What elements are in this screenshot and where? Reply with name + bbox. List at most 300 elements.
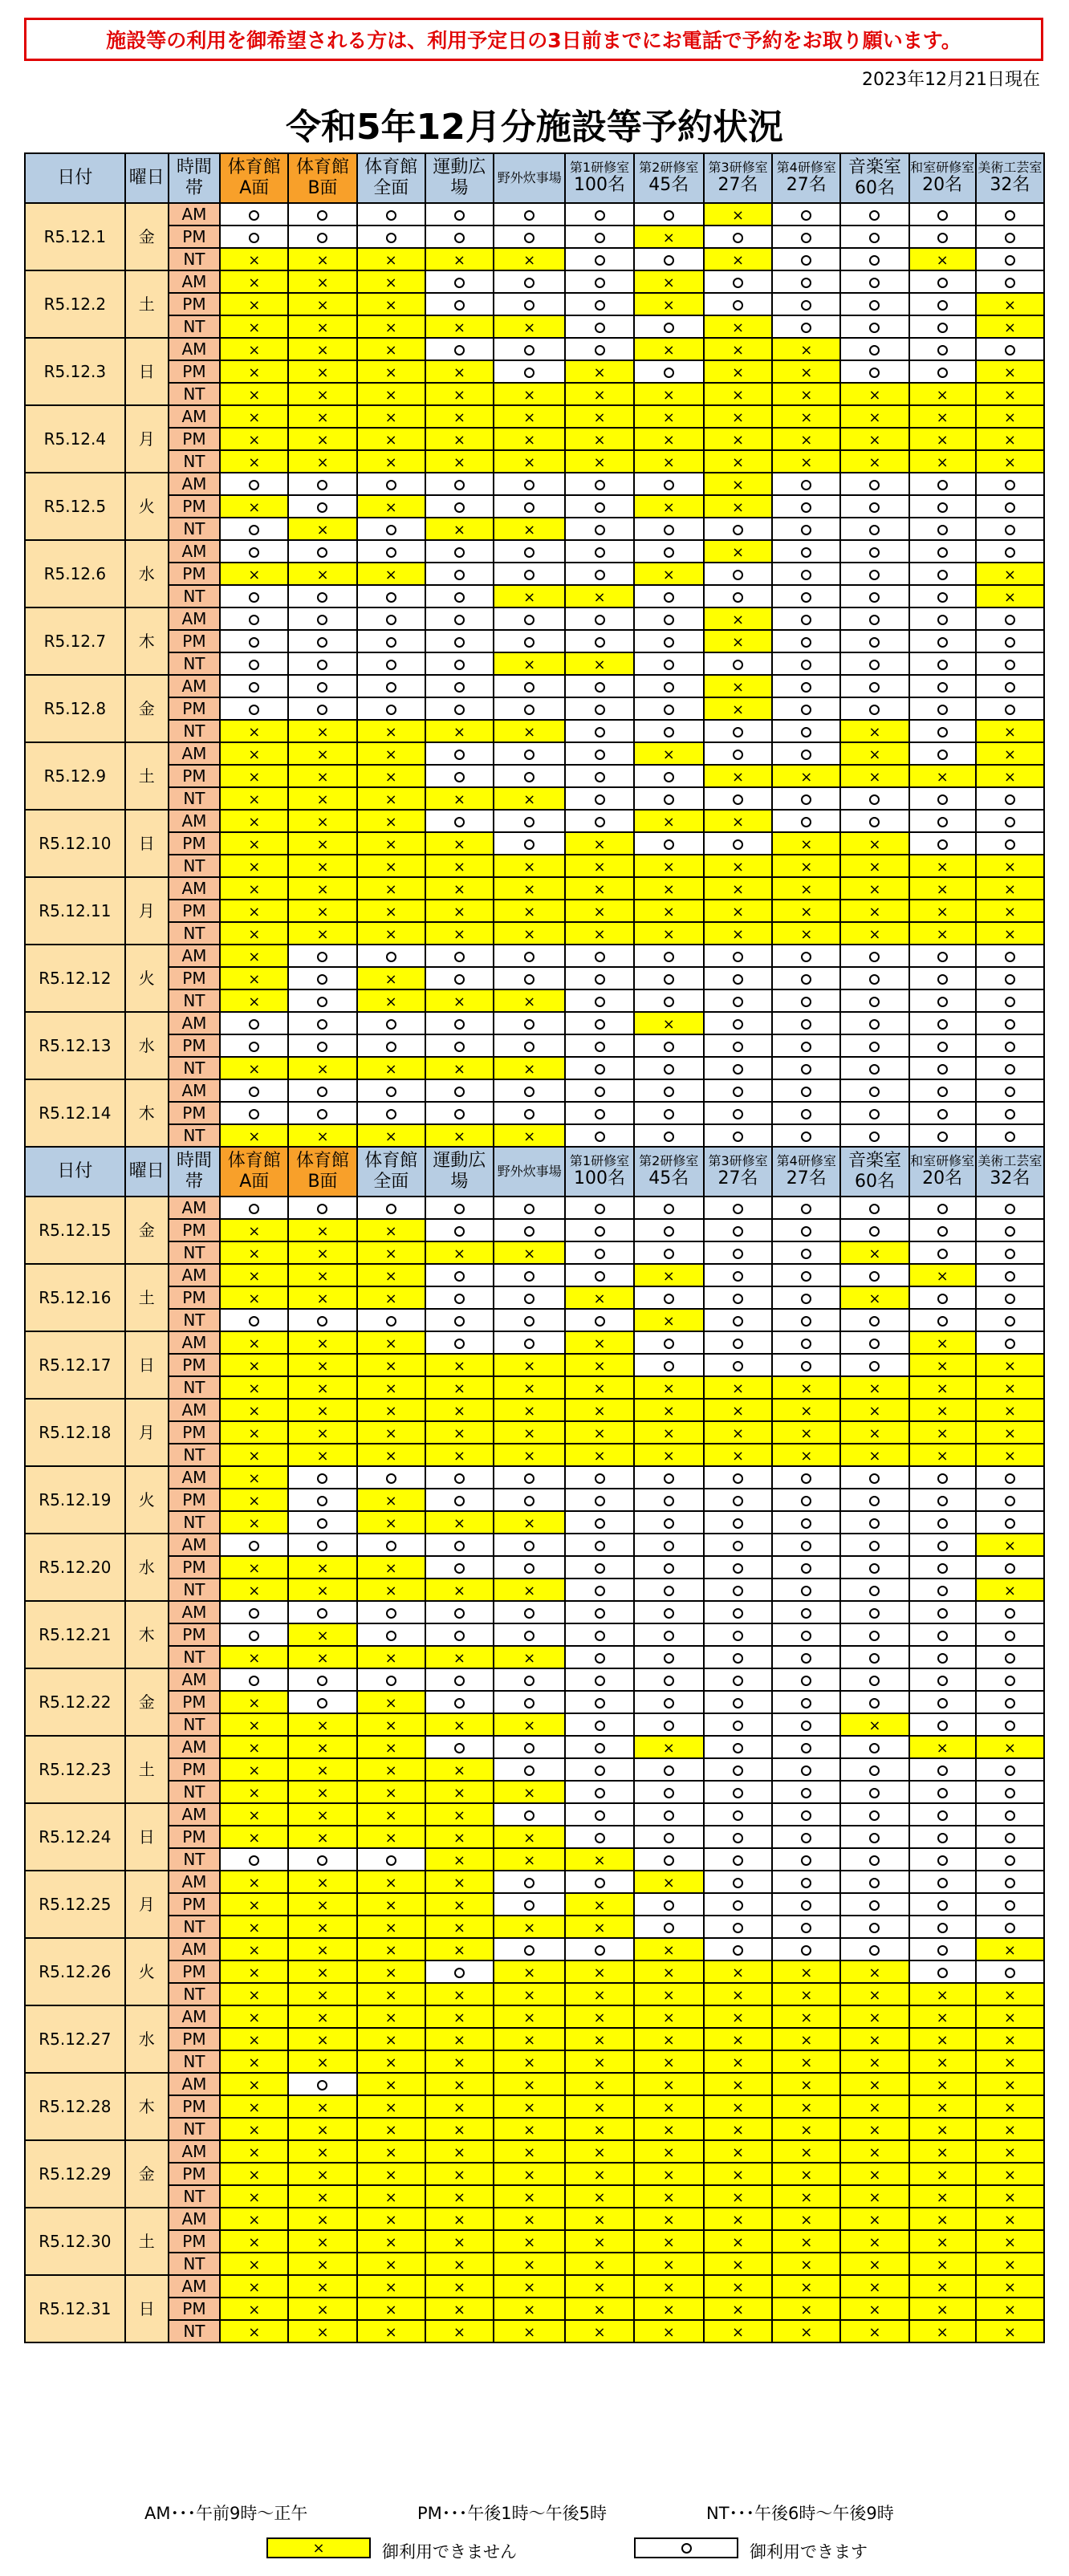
x-mark-icon: × [316, 1896, 329, 1914]
facility-capacity: 27名 [717, 175, 758, 196]
circle-mark-icon [801, 1586, 811, 1596]
circle-mark-icon [869, 1361, 880, 1371]
unavailable-cell [220, 1713, 288, 1736]
x-mark-icon: × [453, 1402, 465, 1420]
circle-mark-icon [524, 974, 534, 985]
time-slot-cell: PM [169, 2028, 220, 2050]
available-cell [704, 832, 772, 855]
circle-mark-icon [1005, 1042, 1015, 1052]
available-cell [494, 1938, 565, 1960]
available-cell [840, 1309, 908, 1331]
x-mark-icon: × [248, 1761, 261, 1779]
unavailable-cell [357, 877, 425, 900]
facility-header [565, 1147, 633, 1197]
x-mark-icon: × [662, 2031, 675, 2049]
facility-header [840, 1147, 908, 1197]
facility-header [704, 153, 772, 203]
unavailable-cell [220, 720, 288, 742]
unavailable-cell [288, 1354, 356, 1376]
circle-mark-icon [454, 637, 465, 648]
circle-mark-icon [317, 480, 327, 490]
available-cell [494, 1623, 565, 1646]
unavailable-cell [220, 1983, 288, 2005]
slot-row [25, 1079, 1044, 1102]
available-cell [425, 967, 494, 989]
x-mark-icon: × [800, 341, 813, 359]
unavailable-cell [634, 1012, 704, 1034]
unavailable-cell [357, 1983, 425, 2005]
x-mark-icon: × [384, 2099, 397, 2116]
time-slot-cell: AM [169, 1012, 220, 1034]
slot-row [25, 1623, 1044, 1646]
x-mark-icon: × [868, 1379, 881, 1397]
unavailable-cell [976, 2095, 1044, 2118]
x-mark-icon: × [453, 251, 465, 269]
x-mark-icon: × [868, 1986, 881, 2004]
x-mark-icon: × [731, 880, 745, 898]
available-cell [976, 1848, 1044, 1871]
circle-mark-icon [1005, 1271, 1015, 1282]
unavailable-cell [220, 1736, 288, 1758]
time-slot-cell: NT [169, 855, 220, 877]
unavailable-cell [288, 2230, 356, 2253]
date-cell: R5.12.31 [25, 2275, 125, 2342]
available-cell [840, 1736, 908, 1758]
circle-mark-icon [733, 1361, 743, 1371]
unavailable-cell [840, 1376, 908, 1399]
available-cell [634, 203, 704, 226]
x-mark-icon: × [248, 1829, 261, 1847]
available-cell [840, 675, 908, 697]
circle-mark-icon [801, 1294, 811, 1304]
unavailable-cell [425, 1399, 494, 1421]
unavailable-cell [220, 270, 288, 293]
x-mark-icon: × [1003, 2054, 1016, 2071]
unavailable-cell [772, 450, 840, 473]
unavailable-cell [357, 2118, 425, 2140]
available-cell [840, 1034, 908, 1057]
available-cell [494, 1466, 565, 1489]
date-cell: R5.12.20 [25, 1534, 125, 1601]
x-mark-icon: × [662, 386, 675, 404]
available-cell [909, 1286, 976, 1309]
unavailable-cell [357, 1781, 425, 1803]
x-mark-icon: × [1003, 1739, 1016, 1757]
available-cell [976, 1781, 1044, 1803]
circle-mark-icon [595, 1518, 605, 1529]
x-mark-icon: × [248, 1559, 261, 1577]
unavailable-cell [976, 450, 1044, 473]
slot-row [25, 1399, 1044, 1421]
x-mark-icon: × [248, 2188, 261, 2206]
unavailable-cell [425, 1646, 494, 1668]
circle-mark-icon [524, 480, 534, 490]
circle-mark-icon [595, 997, 605, 1007]
x-mark-icon: × [384, 1941, 397, 1959]
slot-row [25, 563, 1044, 585]
circle-mark-icon [317, 1204, 327, 1214]
unavailable-cell [634, 742, 704, 765]
facility-name: 第2研修室 [639, 1153, 699, 1169]
unavailable-cell [357, 1219, 425, 1241]
unavailable-cell [909, 2005, 976, 2028]
slot-row [25, 2140, 1044, 2163]
x-mark-icon: × [868, 2233, 881, 2251]
unavailable-cell [288, 2005, 356, 2028]
available-cell [634, 518, 704, 540]
x-mark-icon: × [453, 2166, 465, 2184]
circle-mark-icon [524, 1608, 534, 1619]
available-cell [565, 1938, 633, 1960]
available-cell [565, 967, 633, 989]
x-mark-icon: × [593, 1986, 606, 2004]
x-mark-icon: × [868, 2211, 881, 2229]
x-mark-icon: × [453, 2099, 465, 2116]
facility-capacity: 全面 [373, 178, 409, 198]
unavailable-cell [357, 1376, 425, 1399]
circle-mark-icon [937, 615, 948, 625]
x-mark-icon: × [1003, 903, 1016, 920]
circle-mark-icon [664, 1900, 674, 1911]
x-mark-icon: × [800, 1447, 813, 1465]
unavailable-cell [425, 1916, 494, 1938]
unavailable-cell [772, 2253, 840, 2275]
x-mark-icon: × [316, 1829, 329, 1847]
available-cell [704, 1034, 772, 1057]
circle-mark-icon [317, 952, 327, 962]
circle-mark-icon [869, 794, 880, 805]
circle-mark-icon [524, 1945, 534, 1956]
x-mark-icon: × [384, 1245, 397, 1262]
circle-mark-icon [664, 705, 674, 715]
available-cell [425, 563, 494, 585]
x-mark-icon: × [453, 2278, 465, 2296]
unavailable-cell [357, 2140, 425, 2163]
x-mark-icon: × [662, 408, 675, 426]
circle-mark-icon [524, 1294, 534, 1304]
time-slot-cell: PM [169, 226, 220, 248]
circle-mark-icon [801, 1676, 811, 1686]
x-mark-icon: × [593, 2323, 606, 2341]
x-mark-icon: × [384, 1582, 397, 1599]
circle-mark-icon [386, 210, 396, 221]
unavailable-cell [425, 2230, 494, 2253]
x-mark-icon: × [1003, 431, 1016, 449]
circle-mark-icon [937, 345, 948, 356]
available-cell [840, 810, 908, 832]
x-mark-icon: × [593, 925, 606, 943]
circle-mark-icon [595, 615, 605, 625]
x-mark-icon: × [593, 2143, 606, 2161]
circle-mark-icon [595, 1109, 605, 1119]
circle-mark-icon [937, 1721, 948, 1731]
unavailable-cell [220, 1286, 288, 1309]
available-cell [565, 1601, 633, 1623]
circle-mark-icon [869, 1698, 880, 1709]
circle-mark-icon [733, 1833, 743, 1843]
unavailable-cell [634, 2050, 704, 2073]
x-mark-icon: × [936, 2143, 949, 2161]
available-cell [772, 652, 840, 675]
unavailable-cell [704, 495, 772, 518]
available-cell [220, 226, 288, 248]
facility-header [494, 153, 565, 203]
x-mark-icon: × [523, 2143, 536, 2161]
circle-mark-icon [664, 480, 674, 490]
circle-mark-icon [249, 615, 259, 625]
available-cell [357, 675, 425, 697]
unavailable-cell [357, 1057, 425, 1079]
slot-row [25, 1102, 1044, 1124]
circle-mark-icon [1005, 1473, 1015, 1484]
circle-mark-icon [317, 547, 327, 558]
x-mark-icon: × [868, 2301, 881, 2318]
available-cell [976, 495, 1044, 518]
available-cell [840, 652, 908, 675]
x-mark-icon: × [868, 2166, 881, 2184]
unavailable-cell [220, 1124, 288, 1147]
circle-mark-icon [937, 1586, 948, 1596]
unavailable-cell [357, 2320, 425, 2342]
circle-mark-icon [454, 1496, 465, 1506]
unavailable-cell [634, 2005, 704, 2028]
available-cell [634, 1466, 704, 1489]
available-cell [772, 1668, 840, 1691]
x-mark-icon: × [316, 858, 329, 876]
available-cell [909, 1309, 976, 1331]
unavailable-cell [976, 2320, 1044, 2342]
unavailable-cell [220, 2005, 288, 2028]
x-mark-icon: × [662, 566, 675, 583]
available-cell [976, 675, 1044, 697]
available-cell [288, 697, 356, 720]
circle-mark-icon [454, 1204, 465, 1214]
x-mark-icon: × [800, 2031, 813, 2049]
unavailable-cell [772, 765, 840, 787]
x-mark-icon: × [593, 2188, 606, 2206]
circle-mark-icon [664, 1676, 674, 1686]
facility-header [288, 153, 356, 203]
circle-mark-icon [317, 1541, 327, 1551]
x-mark-icon: × [936, 903, 949, 920]
circle-mark-icon [595, 1042, 605, 1052]
time-slot-cell: AM [169, 1466, 220, 1489]
weekday-cell: 木 [125, 607, 169, 675]
facility-capacity: 60名 [854, 1172, 895, 1192]
facility-capacity: 45名 [648, 1168, 689, 1189]
slot-row [25, 742, 1044, 765]
unavailable-cell [634, 338, 704, 360]
available-cell [425, 1623, 494, 1646]
available-cell [634, 473, 704, 495]
facility-capacity: 45名 [648, 175, 689, 196]
x-mark-icon: × [453, 1582, 465, 1599]
available-cell [704, 1691, 772, 1713]
available-cell [704, 742, 772, 765]
available-cell [565, 1646, 633, 1668]
slot-row [25, 1354, 1044, 1376]
time-slot-cell: PM [169, 1354, 220, 1376]
time-slot-cell: AM [169, 1197, 220, 1219]
unavailable-cell [772, 428, 840, 450]
available-cell [425, 1489, 494, 1511]
slot-row [25, 1511, 1044, 1534]
available-cell [425, 226, 494, 248]
x-mark-icon: × [248, 1379, 261, 1397]
unavailable-cell [976, 855, 1044, 877]
x-mark-icon: × [384, 2188, 397, 2206]
unavailable-cell [494, 2118, 565, 2140]
x-mark-icon: × [453, 835, 465, 853]
unavailable-cell [494, 2253, 565, 2275]
unavailable-cell [220, 810, 288, 832]
unavailable-cell [704, 1983, 772, 2005]
time-slot-cell: NT [169, 1309, 220, 1331]
circle-mark-icon [869, 547, 880, 558]
circle-mark-icon [664, 1653, 674, 1664]
unavailable-cell [840, 1421, 908, 1444]
x-mark-icon: × [384, 2211, 397, 2229]
unavailable-cell [772, 855, 840, 877]
circle-mark-icon [733, 1698, 743, 1709]
circle-mark-icon [664, 1563, 674, 1574]
weekday-cell: 水 [125, 540, 169, 607]
available-cell [704, 1893, 772, 1916]
x-mark-icon: × [662, 1986, 675, 2004]
x-mark-icon: × [384, 858, 397, 876]
unavailable-cell [288, 2320, 356, 2342]
available-cell [772, 518, 840, 540]
circle-mark-icon [937, 480, 948, 490]
x-mark-icon: × [384, 2031, 397, 2049]
available-cell [288, 473, 356, 495]
x-mark-icon: × [662, 2233, 675, 2251]
x-mark-icon: × [800, 2278, 813, 2296]
circle-mark-icon [524, 1765, 534, 1776]
circle-mark-icon [664, 368, 674, 378]
unavailable-cell [840, 1444, 908, 1466]
circle-mark-icon [937, 1900, 948, 1911]
available-cell [976, 1893, 1044, 1916]
unavailable-cell [772, 2118, 840, 2140]
circle-mark-icon [869, 817, 880, 827]
circle-mark-icon [801, 278, 811, 288]
x-mark-icon: × [248, 1267, 261, 1285]
available-cell [704, 787, 772, 810]
available-cell [494, 226, 565, 248]
available-cell [976, 1646, 1044, 1668]
x-mark-icon: × [316, 296, 329, 314]
header-day-label: 曜日 [128, 167, 165, 188]
unavailable-cell [909, 428, 976, 450]
unavailable-cell [494, 2073, 565, 2095]
unavailable-cell [425, 989, 494, 1012]
unavailable-cell [840, 383, 908, 405]
available-cell [565, 697, 633, 720]
x-mark-icon: × [731, 2256, 745, 2273]
legend-unavailable-swatch [266, 2537, 371, 2558]
unavailable-cell [425, 922, 494, 945]
x-mark-icon: × [523, 880, 536, 898]
available-cell [425, 1960, 494, 1983]
circle-mark-icon [937, 233, 948, 243]
time-slot-cell: AM [169, 810, 220, 832]
unavailable-cell [220, 1916, 288, 1938]
unavailable-cell [840, 2140, 908, 2163]
available-cell [909, 742, 976, 765]
circle-mark-icon [664, 997, 674, 1007]
available-cell [772, 1848, 840, 1871]
x-mark-icon: × [936, 2054, 949, 2071]
available-cell [565, 989, 633, 1012]
slot-row [25, 1960, 1044, 1983]
unavailable-cell [565, 2095, 633, 2118]
header-day [125, 153, 169, 203]
x-mark-icon: × [316, 2233, 329, 2251]
circle-mark-icon [595, 1833, 605, 1843]
unavailable-cell [494, 1848, 565, 1871]
x-mark-icon: × [936, 2188, 949, 2206]
unavailable-cell [220, 1646, 288, 1668]
x-mark-icon: × [800, 386, 813, 404]
circle-mark-icon [801, 1855, 811, 1866]
slot-row [25, 1668, 1044, 1691]
circle-mark-icon [454, 974, 465, 985]
unavailable-cell [909, 2050, 976, 2073]
available-cell [634, 1102, 704, 1124]
x-mark-icon: × [453, 2009, 465, 2026]
slot-row [25, 1241, 1044, 1264]
x-mark-icon: × [384, 1290, 397, 1307]
x-mark-icon: × [248, 2323, 261, 2341]
x-mark-icon: × [316, 2143, 329, 2161]
time-slot-cell: NT [169, 2185, 220, 2208]
facility-name: 第3研修室 [708, 160, 768, 176]
slot-row [25, 1893, 1044, 1916]
time-slot-cell: AM [169, 405, 220, 428]
unavailable-cell [494, 1916, 565, 1938]
unavailable-cell [425, 1713, 494, 1736]
x-mark-icon: × [662, 746, 675, 763]
circle-mark-icon [524, 839, 534, 850]
x-mark-icon: × [523, 1447, 536, 1465]
available-cell [220, 1079, 288, 1102]
circle-mark-icon [595, 727, 605, 737]
circle-mark-icon [386, 1109, 396, 1119]
x-mark-icon: × [523, 408, 536, 426]
unavailable-cell [288, 315, 356, 338]
unavailable-cell [565, 1286, 633, 1309]
unavailable-cell [288, 2208, 356, 2230]
circle-mark-icon [1005, 547, 1015, 558]
x-mark-icon: × [248, 948, 261, 965]
available-cell [840, 1057, 908, 1079]
unavailable-cell [704, 675, 772, 697]
unavailable-cell [220, 2095, 288, 2118]
x-mark-icon: × [384, 431, 397, 449]
circle-mark-icon [869, 278, 880, 288]
unavailable-cell [772, 2028, 840, 2050]
available-cell [634, 1079, 704, 1102]
available-cell [909, 226, 976, 248]
facility-header [425, 1147, 494, 1197]
x-mark-icon: × [248, 1424, 261, 1442]
x-mark-icon: × [248, 1986, 261, 2004]
time-slot-cell: PM [169, 1421, 220, 1444]
x-mark-icon: × [936, 768, 949, 786]
unavailable-cell [357, 2163, 425, 2185]
x-mark-icon: × [593, 1335, 606, 1352]
